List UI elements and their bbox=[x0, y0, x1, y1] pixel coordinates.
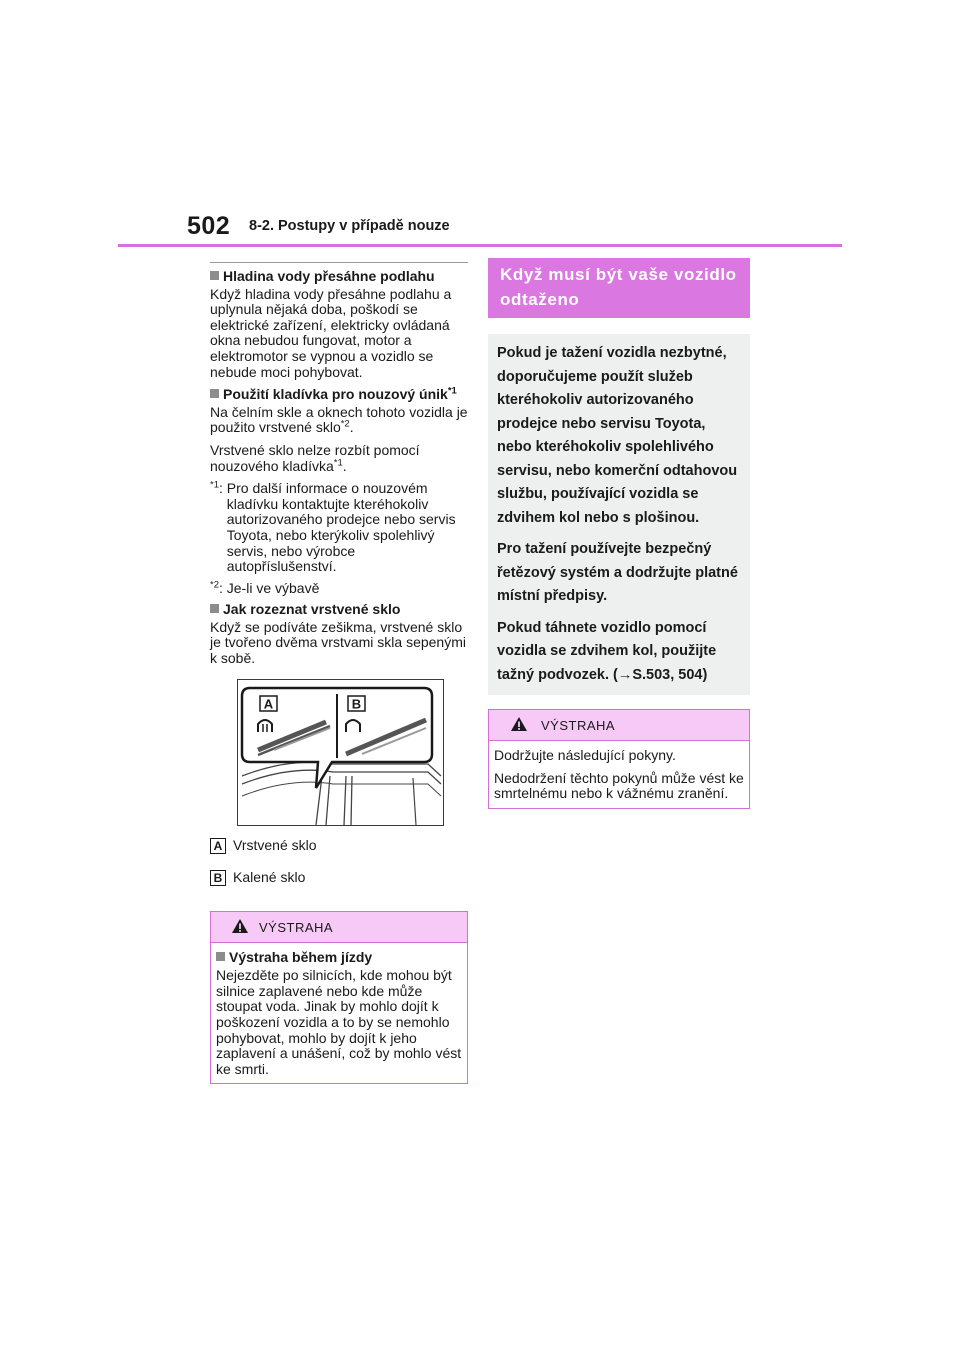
section-divider bbox=[210, 262, 468, 263]
warning-header bbox=[211, 912, 467, 943]
towing-info-box bbox=[488, 334, 750, 695]
legend-text: Kalené sklo bbox=[233, 868, 306, 885]
footnote-ref: *1 bbox=[333, 456, 343, 468]
hammer-text-2: Vrstvené sklo nelze rozbít pomocí nouzového kladívka$^{*1}$. bbox=[210, 441, 420, 474]
water-text: Když hladina vody přesáhne podlahu a uplynula nějaká doba, poškodí se elektrické zařízení, elektricky ovládaná okna nebudou fungovat, motor a elektromotor se vypnou a vozidlo se nebude moci pohybovat. bbox=[210, 285, 452, 380]
square-bullet-icon bbox=[210, 271, 219, 280]
towing-warning-box bbox=[488, 709, 750, 809]
page-header bbox=[0, 0, 960, 250]
square-bullet-icon bbox=[210, 604, 219, 613]
warning-heading: Výstraha během jízdy bbox=[216, 950, 462, 966]
hammer-text-1: Na čelním skle a oknech tohoto vozidla je použito vrstvené sklo$^{*2}$. bbox=[210, 403, 468, 436]
legend-letter: A bbox=[210, 838, 226, 854]
water-heading: Hladina vody přesáhne podlahu bbox=[210, 269, 468, 285]
warning-label: VÝSTRAHA bbox=[541, 718, 616, 733]
legend-item-b bbox=[210, 870, 468, 886]
warning-text-1: Dodržujte následující pokyny. bbox=[494, 747, 676, 763]
warning-text-2: Nedodržení těchto pokynů může vést ke smrtelnému nebo k vážnému zranění. bbox=[494, 769, 744, 802]
square-bullet-icon bbox=[216, 952, 225, 961]
legend-text: Vrstvené sklo bbox=[233, 836, 317, 853]
legend-letter: B bbox=[210, 870, 226, 886]
figure-label-a: A bbox=[263, 696, 274, 712]
page-number: 502 bbox=[187, 212, 231, 240]
left-column bbox=[210, 262, 468, 1084]
figure-label-b: B bbox=[351, 696, 362, 712]
right-column bbox=[488, 258, 750, 809]
glass-heading: Jak rozeznat vrstvené sklo bbox=[210, 602, 468, 618]
hammer-heading: Použití kladívka pro nouzový únik$^{*1}$ bbox=[210, 387, 468, 403]
glass-text: Když se podíváte zešikma, vrstvené sklo je tvořeno dvěma vrstvami skla sepenými k sobě. bbox=[210, 618, 466, 667]
legend-item-a bbox=[210, 838, 468, 854]
square-bullet-icon bbox=[210, 389, 219, 398]
warning-text: Nejezděte po silnicích, kde mohou být silnice zaplavené nebo kde může stoupat voda. Jinak by mohlo dojít k poškození vozidla a to by se nemohlo pohybovat, mohlo by dojít k jeho zaplavení a unášení, což by mohlo vést ke smrti. bbox=[216, 967, 462, 1077]
header-rule bbox=[118, 244, 842, 247]
section-title: 8-2. Postupy v případě nouze bbox=[249, 218, 450, 234]
towing-paragraph-3: Pokud táhnete vozidlo pomocí vozidla se zdvihem kol, použijte tažný podvozek. (→S.503, 504) bbox=[497, 619, 717, 683]
footnote-ref: *2 bbox=[340, 418, 350, 430]
warning-label: VÝSTRAHA bbox=[259, 919, 334, 935]
warning-header bbox=[489, 710, 749, 741]
towing-title: Když musí být vaše vozidlo odtaženo bbox=[488, 258, 750, 318]
car-window-icon bbox=[238, 680, 443, 825]
footnote-ref: *1 bbox=[447, 385, 457, 397]
towing-paragraph-1: Pokud je tažení vozidla nezbytné, doporučujeme použít služeb kteréhokoliv autorizovaného prodejce nebo servisu Toyota, nebo kteréhokoliv spolehlivého servisu, nebo komerční odtahovou službu, používající vozidla se zdvihem kol nebo s plošinou. bbox=[497, 345, 738, 526]
warning-triangle-icon bbox=[510, 716, 528, 732]
warning-box bbox=[210, 911, 468, 1085]
glass-illustration bbox=[237, 679, 444, 826]
warning-triangle-icon bbox=[231, 918, 249, 934]
footnote-1: $^{*1}$: Pro další informace o nouzovém kladívku kontaktujte kteréhokoliv autorizovaného prodejce nebo servis Toyota, nebo kterýkoliv spolehlivý servis, nebo výrobce autopříslušenství. bbox=[210, 479, 456, 575]
towing-paragraph-2: Pro tažení používejte bezpečný řetězový systém a dodržujte platné místní předpisy. bbox=[497, 541, 738, 604]
footnote-2: $^{*2}$: Je-li ve výbavě bbox=[210, 579, 320, 596]
